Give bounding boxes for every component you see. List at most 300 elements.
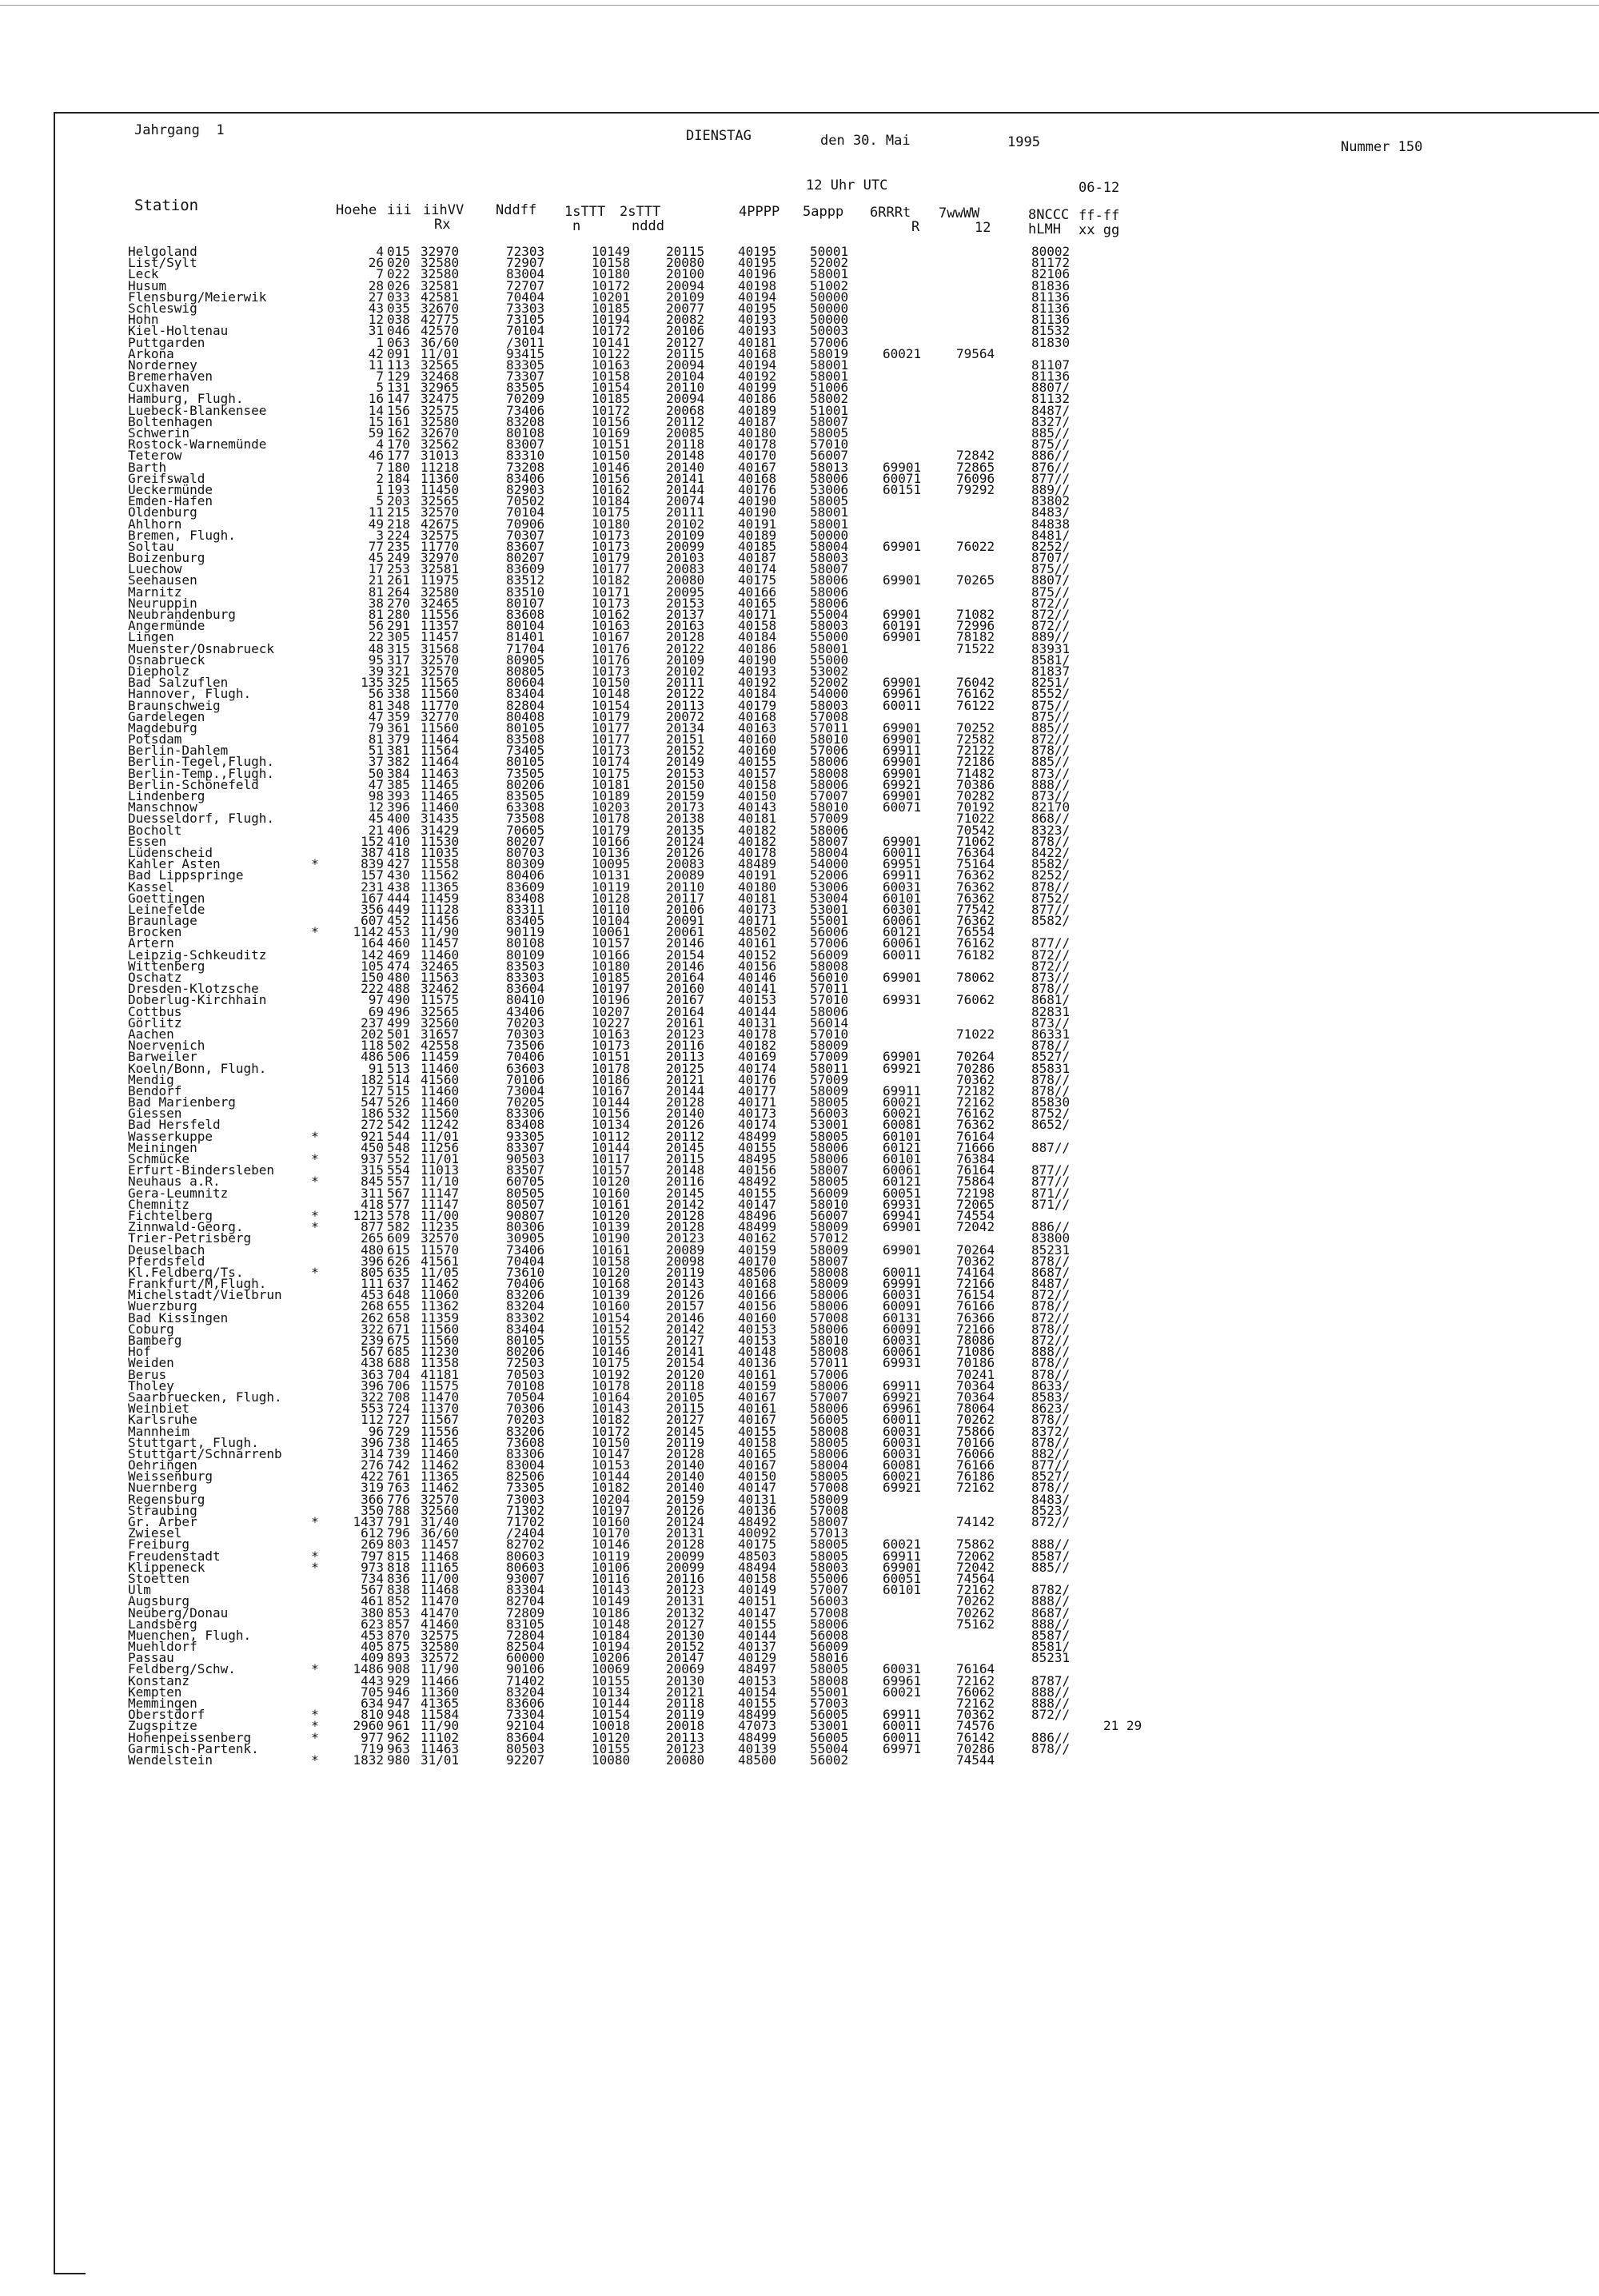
t2-value: 20072 xyxy=(666,708,705,724)
iii-value: 857 xyxy=(387,1616,410,1632)
hoehe-value: 182 xyxy=(361,1071,384,1087)
nddff-value: 71302 xyxy=(506,1502,545,1518)
hoehe-value: 202 xyxy=(361,1026,384,1042)
hoehe-value: 48 xyxy=(368,640,384,656)
rrr-value: 60011 xyxy=(883,844,922,860)
nddff-value: 82702 xyxy=(506,1537,545,1553)
nddff-value: 71702 xyxy=(506,1514,545,1529)
station-name: Hamburg, Flugh. xyxy=(128,391,244,407)
pppp-value: 40192 xyxy=(738,675,777,691)
appp-value: 58009 xyxy=(810,1082,849,1098)
mountain-marker: * xyxy=(311,1207,319,1223)
nddff-value: 83404 xyxy=(506,686,545,702)
ww-value: 70262 xyxy=(956,1604,995,1620)
iihvv-value: 11460 xyxy=(421,1060,460,1076)
ww-value: 72162 xyxy=(956,1696,995,1711)
pppp-value: 40155 xyxy=(738,754,777,770)
iii-value: 449 xyxy=(387,901,410,917)
pppp-value: 40147 xyxy=(738,1196,777,1212)
nddff-value: 80410 xyxy=(506,992,545,1008)
table-row xyxy=(0,719,1599,735)
ww-value: 71086 xyxy=(956,1344,995,1360)
t2-value: 20119 xyxy=(666,1264,705,1280)
t1-value: 10152 xyxy=(592,1321,631,1337)
pppp-value: 40199 xyxy=(738,380,777,396)
pppp-value: 40156 xyxy=(738,1162,777,1178)
iihvv-value: 11/05 xyxy=(421,1264,460,1280)
table-row xyxy=(0,1003,1599,1019)
nddff-value: 72907 xyxy=(506,255,545,271)
nddff-value: 90503 xyxy=(506,1151,545,1166)
t2-value: 20099 xyxy=(666,538,705,554)
t2-value: 20126 xyxy=(666,1502,705,1518)
ww-value: 72162 xyxy=(956,1672,995,1688)
appp-value: 58005 xyxy=(810,1548,849,1564)
station-name: Meiningen xyxy=(128,1139,197,1155)
t2-value: 20144 xyxy=(666,481,705,497)
appp-value: 55004 xyxy=(810,1740,849,1756)
nddff-value: 82903 xyxy=(506,481,545,497)
iii-value: 410 xyxy=(387,833,410,849)
table-row xyxy=(0,1174,1599,1190)
t1-value: 10147 xyxy=(592,1445,631,1461)
pppp-value: 40165 xyxy=(738,595,777,611)
pppp-value: 40166 xyxy=(738,584,777,600)
table-row xyxy=(0,1652,1599,1664)
hoehe-value: 418 xyxy=(361,1196,384,1212)
iii-value: 515 xyxy=(387,1082,410,1098)
ww-value: 76166 xyxy=(956,1298,995,1314)
iii-value: 444 xyxy=(387,890,410,906)
t1-value: 10144 xyxy=(592,1094,631,1110)
nccc-value: 878// xyxy=(1031,879,1071,895)
ww-value: 78064 xyxy=(956,1401,995,1417)
ww-value: 76384 xyxy=(956,1151,995,1166)
nccc-value: 872// xyxy=(1031,595,1071,611)
pppp-value: 40148 xyxy=(738,1344,777,1360)
rrr-value: 69911 xyxy=(883,1548,922,1564)
iii-value: 325 xyxy=(387,675,410,691)
t1-value: 10151 xyxy=(592,436,631,452)
mountain-marker: * xyxy=(311,1174,319,1190)
ww-value: 72842 xyxy=(956,448,995,464)
t2-value: 20124 xyxy=(666,833,705,849)
ww-value: 75164 xyxy=(956,856,995,872)
station-name: Görlitz xyxy=(128,1014,182,1030)
rrr-value: 60011 xyxy=(883,1729,922,1745)
table-row xyxy=(0,901,1599,917)
iii-value: 460 xyxy=(387,935,410,951)
table-row xyxy=(0,1335,1599,1346)
t2-value: 20109 xyxy=(666,289,705,305)
iihvv-value: 11560 xyxy=(421,1106,460,1122)
station-name: Doberlug-Kirchhain xyxy=(128,992,267,1008)
col-ff-sub: xx gg xyxy=(1079,222,1120,238)
ww-value: 72582 xyxy=(956,731,995,747)
t2-value: 20085 xyxy=(666,425,705,440)
t1-value: 10186 xyxy=(592,1071,631,1087)
station-name: Barweiler xyxy=(128,1049,197,1065)
table-row xyxy=(0,1627,1599,1643)
ww-value: 75866 xyxy=(956,1423,995,1439)
iii-value: 788 xyxy=(387,1502,410,1518)
iihvv-value: 32562 xyxy=(421,436,460,452)
station-name: Oehringen xyxy=(128,1457,197,1473)
hoehe-value: 450 xyxy=(361,1139,384,1155)
nddff-value: 83310 xyxy=(506,448,545,464)
nccc-value: 8807/ xyxy=(1031,572,1071,588)
table-row xyxy=(0,1242,1599,1258)
nccc-value: 8582/ xyxy=(1031,913,1071,929)
appp-value: 58009 xyxy=(810,1491,849,1507)
nccc-value: 81532 xyxy=(1031,323,1071,339)
t2-value: 20083 xyxy=(666,856,705,872)
t2-value: 20100 xyxy=(666,266,705,282)
iihvv-value: 11560 xyxy=(421,1333,460,1348)
appp-value: 50001 xyxy=(810,244,849,259)
station-name: Klippeneck xyxy=(128,1559,205,1575)
table-row xyxy=(0,357,1599,373)
iii-value: 893 xyxy=(387,1650,410,1666)
iii-value: 552 xyxy=(387,1151,410,1166)
nddff-value: 70404 xyxy=(506,289,545,305)
iihvv-value: 11358 xyxy=(421,1355,460,1371)
station-name: Boizenburg xyxy=(128,550,205,566)
station-name: Ueckermünde xyxy=(128,481,213,497)
t1-value: 10154 xyxy=(592,380,631,396)
iihvv-value: 42558 xyxy=(421,1038,460,1054)
pppp-value: 40156 xyxy=(738,1298,777,1314)
col-iii: iii xyxy=(387,202,412,218)
nccc-value: 8372/ xyxy=(1031,1423,1071,1439)
iii-value: 947 xyxy=(387,1696,410,1711)
t2-value: 20068 xyxy=(666,402,705,418)
t2-value: 20102 xyxy=(666,516,705,532)
station-name: Chemnitz xyxy=(128,1196,190,1212)
col-hoehe: Hoehe xyxy=(336,202,377,218)
hoehe-value: 396 xyxy=(361,1434,384,1450)
iihvv-value: 11460 xyxy=(421,947,460,963)
nccc-value: 888// xyxy=(1031,776,1071,792)
nddff-value: 73003 xyxy=(506,1491,545,1507)
iii-value: 742 xyxy=(387,1457,410,1473)
nddff-value: 83505 xyxy=(506,380,545,396)
pppp-value: 40160 xyxy=(738,1309,777,1325)
nccc-value: 8252/ xyxy=(1031,867,1071,883)
appp-value: 57006 xyxy=(810,334,849,350)
iii-value: 361 xyxy=(387,719,410,735)
iii-value: 637 xyxy=(387,1276,410,1292)
appp-value: 57006 xyxy=(810,935,849,951)
hoehe-value: 877 xyxy=(361,1219,384,1235)
nccc-value: 878// xyxy=(1031,981,1071,997)
appp-value: 58001 xyxy=(810,640,849,656)
nccc-value: 8487/ xyxy=(1031,1276,1071,1292)
nddff-value: 80603 xyxy=(506,1548,545,1564)
ww-value: 72162 xyxy=(956,1480,995,1496)
hoehe-value: 567 xyxy=(361,1344,384,1360)
station-name: Mendig xyxy=(128,1071,174,1087)
t1-value: 10153 xyxy=(592,1457,631,1473)
nddff-value: 80107 xyxy=(506,595,545,611)
iii-value: 381 xyxy=(387,743,410,759)
appp-value: 58005 xyxy=(810,1537,849,1553)
pppp-value: 40143 xyxy=(738,799,777,815)
iii-value: 870 xyxy=(387,1627,410,1643)
station-name: Neuruppin xyxy=(128,595,197,611)
hoehe-value: 17 xyxy=(368,561,384,577)
iii-value: 427 xyxy=(387,856,410,872)
iihvv-value: 11456 xyxy=(421,913,460,929)
hoehe-value: 51 xyxy=(368,743,384,759)
hoehe-value: 262 xyxy=(361,1309,384,1325)
nddff-value: 73305 xyxy=(506,1480,545,1496)
appp-value: 57009 xyxy=(810,1071,849,1087)
t1-value: 10178 xyxy=(592,1060,631,1076)
station-name: Kahler Asten xyxy=(128,856,221,872)
t1-value: 10157 xyxy=(592,935,631,951)
pppp-value: 40191 xyxy=(738,516,777,532)
station-name: Tholey xyxy=(128,1377,174,1393)
table-row xyxy=(0,1570,1599,1586)
t2-value: 20069 xyxy=(666,1661,705,1677)
appp-value: 57009 xyxy=(810,1049,849,1065)
nddff-value: 83512 xyxy=(506,572,545,588)
nddff-value: 60705 xyxy=(506,1174,545,1190)
hoehe-value: 157 xyxy=(361,867,384,883)
pppp-value: 48496 xyxy=(738,1207,777,1223)
ww-value: 75862 xyxy=(956,1537,995,1553)
nddff-value: 80905 xyxy=(506,652,545,668)
station-name: Muenchen, Flugh. xyxy=(128,1627,252,1643)
station-name: Wasserkuppe xyxy=(128,1128,213,1144)
appp-value: 58008 xyxy=(810,1344,849,1360)
iihvv-value: 11360 xyxy=(421,470,460,486)
ww-value: 70262 xyxy=(956,1593,995,1609)
hoehe-value: 16 xyxy=(368,391,384,407)
table-row xyxy=(0,1139,1599,1155)
hoehe-value: 366 xyxy=(361,1491,384,1507)
appp-value: 58005 xyxy=(810,1434,849,1450)
pppp-value: 40182 xyxy=(738,822,777,838)
appp-value: 58006 xyxy=(810,1616,849,1632)
table-row xyxy=(0,436,1599,452)
t1-value: 10161 xyxy=(592,1242,631,1258)
col-1sttt-sub: n xyxy=(572,218,581,234)
pppp-value: 40155 xyxy=(738,1423,777,1439)
nccc-value: 8527/ xyxy=(1031,1469,1071,1485)
hoehe-value: 14 xyxy=(368,402,384,418)
t2-value: 20159 xyxy=(666,1491,705,1507)
iii-value: 852 xyxy=(387,1593,410,1609)
nddff-value: 83604 xyxy=(506,981,545,997)
hoehe-value: 396 xyxy=(361,1253,384,1269)
iihvv-value: 11570 xyxy=(421,1242,460,1258)
col-4pppp: 4PPPP xyxy=(739,204,780,220)
t2-value: 20115 xyxy=(666,1151,705,1166)
pppp-value: 40198 xyxy=(738,277,777,293)
pppp-value: 40155 xyxy=(738,1139,777,1155)
station-name: Wuerzburg xyxy=(128,1298,197,1314)
nccc-value: 8752/ xyxy=(1031,890,1071,906)
iihvv-value: 32580 xyxy=(421,584,460,600)
hoehe-value: 461 xyxy=(361,1593,384,1609)
appp-value: 51001 xyxy=(810,402,849,418)
appp-value: 57006 xyxy=(810,743,849,759)
table-row xyxy=(0,1014,1599,1030)
rrr-value: 69911 xyxy=(883,1377,922,1393)
nccc-value: 876// xyxy=(1031,459,1071,475)
hoehe-value: 49 xyxy=(368,516,384,532)
iihvv-value: 11459 xyxy=(421,890,460,906)
nddff-value: 83408 xyxy=(506,890,545,906)
pppp-value: 48506 xyxy=(738,1264,777,1280)
nccc-value: 873// xyxy=(1031,1014,1071,1030)
iii-value: 708 xyxy=(387,1389,410,1405)
table-row xyxy=(0,1672,1599,1688)
iii-value: 046 xyxy=(387,323,410,339)
table-row xyxy=(0,1106,1599,1122)
iihvv-value: 31435 xyxy=(421,811,460,827)
nddff-value: 70205 xyxy=(506,1094,545,1110)
station-name: Kassel xyxy=(128,879,174,895)
t2-value: 20147 xyxy=(666,1650,705,1666)
nddff-value: 83306 xyxy=(506,1445,545,1461)
station-name: Greifswald xyxy=(128,470,205,486)
pppp-value: 40139 xyxy=(738,1740,777,1756)
iihvv-value: 31/40 xyxy=(421,1514,460,1529)
iii-value: 526 xyxy=(387,1094,410,1110)
pppp-value: 40147 xyxy=(738,1604,777,1620)
ww-value: 76062 xyxy=(956,992,995,1008)
nddff-value: 83404 xyxy=(506,1321,545,1337)
rrr-value: 69951 xyxy=(883,856,922,872)
pppp-value: 48489 xyxy=(738,856,777,872)
t1-value: 10151 xyxy=(592,1049,631,1065)
nccc-value: 878// xyxy=(1031,1038,1071,1054)
hoehe-value: 265 xyxy=(361,1230,384,1246)
iii-value: 452 xyxy=(387,913,410,929)
nccc-value: 84838 xyxy=(1031,516,1071,532)
t1-value: 10206 xyxy=(592,1650,631,1666)
table-row xyxy=(0,992,1599,1008)
appp-value: 58003 xyxy=(810,1559,849,1575)
nccc-value: 83931 xyxy=(1031,640,1071,656)
t2-value: 20127 xyxy=(666,1616,705,1632)
nddff-value: 80309 xyxy=(506,856,545,872)
t1-value: 10175 xyxy=(592,765,631,781)
t1-value: 10112 xyxy=(592,1128,631,1144)
nddff-value: 70108 xyxy=(506,1377,545,1393)
nccc-value: 8687/ xyxy=(1031,1604,1071,1620)
nccc-value: 877// xyxy=(1031,935,1071,951)
t2-value: 20153 xyxy=(666,595,705,611)
iii-value: 393 xyxy=(387,788,410,803)
table-row xyxy=(0,1094,1599,1110)
t2-value: 20122 xyxy=(666,686,705,702)
appp-value: 51006 xyxy=(810,380,849,396)
nccc-value: 8483/ xyxy=(1031,1491,1071,1507)
iihvv-value: 32565 xyxy=(421,1003,460,1019)
nddff-value: 70106 xyxy=(506,1071,545,1087)
nddff-value: 83609 xyxy=(506,561,545,577)
pppp-value: 40156 xyxy=(738,958,777,974)
ww-value: 74576 xyxy=(956,1718,995,1734)
nddff-value: 73508 xyxy=(506,811,545,827)
appp-value: 58006 xyxy=(810,1139,849,1155)
rrr-value: 69911 xyxy=(883,1707,922,1723)
table-row xyxy=(0,958,1599,974)
t2-value: 20151 xyxy=(666,731,705,747)
table-row xyxy=(0,1537,1599,1553)
nccc-value: 81107 xyxy=(1031,357,1071,373)
ww-value: 72996 xyxy=(956,618,995,634)
iii-value: 359 xyxy=(387,708,410,724)
t1-value: 10143 xyxy=(592,1401,631,1417)
iii-value: 818 xyxy=(387,1559,410,1575)
iii-value: 113 xyxy=(387,357,410,373)
iii-value: 184 xyxy=(387,470,410,486)
nccc-value: 81172 xyxy=(1031,255,1071,271)
t2-value: 20148 xyxy=(666,1162,705,1178)
appp-value: 56006 xyxy=(810,924,849,940)
t1-value: 10185 xyxy=(592,970,631,985)
pppp-value: 40160 xyxy=(738,743,777,759)
hoehe-value: 480 xyxy=(361,1242,384,1258)
ww-value: 70542 xyxy=(956,822,995,838)
rrr-value: 60101 xyxy=(883,1128,922,1144)
hoehe-value: 79 xyxy=(368,719,384,735)
rrr-value: 69901 xyxy=(883,754,922,770)
t2-value: 20110 xyxy=(666,380,705,396)
rrr-value: 60081 xyxy=(883,1457,922,1473)
table-row xyxy=(0,879,1599,895)
appp-value: 58006 xyxy=(810,1151,849,1166)
t2-value: 20061 xyxy=(666,924,705,940)
t1-value: 10182 xyxy=(592,1412,631,1428)
t1-value: 10148 xyxy=(592,1616,631,1632)
hoehe-value: 4 xyxy=(376,244,384,259)
iihvv-value: 11/00 xyxy=(421,1207,460,1223)
t2-value: 20146 xyxy=(666,958,705,974)
pppp-value: 40184 xyxy=(738,686,777,702)
appp-value: 55001 xyxy=(810,1684,849,1700)
pppp-value: 40178 xyxy=(738,436,777,452)
table-row xyxy=(0,1298,1599,1314)
appp-value: 58001 xyxy=(810,504,849,520)
hoehe-value: 95 xyxy=(368,652,384,668)
t1-value: 10164 xyxy=(592,1389,631,1405)
table-row xyxy=(0,1593,1599,1609)
table-row xyxy=(0,811,1599,827)
iihvv-value: 11/01 xyxy=(421,1128,460,1144)
appp-value: 56009 xyxy=(810,1185,849,1201)
pppp-value: 40177 xyxy=(738,1082,777,1098)
iihvv-value: 11468 xyxy=(421,1548,460,1564)
iii-value: 609 xyxy=(387,1230,410,1246)
nccc-value: 885// xyxy=(1031,754,1071,770)
t1-value: 10173 xyxy=(592,743,631,759)
iii-value: 626 xyxy=(387,1253,410,1269)
rrr-value: 60051 xyxy=(883,1570,922,1586)
t1-value: 10134 xyxy=(592,1684,631,1700)
table-row xyxy=(0,1401,1599,1417)
table-row xyxy=(0,312,1599,328)
nddff-value: 73608 xyxy=(506,1434,545,1450)
nddff-value: 83206 xyxy=(506,1423,545,1439)
appp-value: 57012 xyxy=(810,1230,849,1246)
nccc-value: 886// xyxy=(1031,1729,1071,1745)
